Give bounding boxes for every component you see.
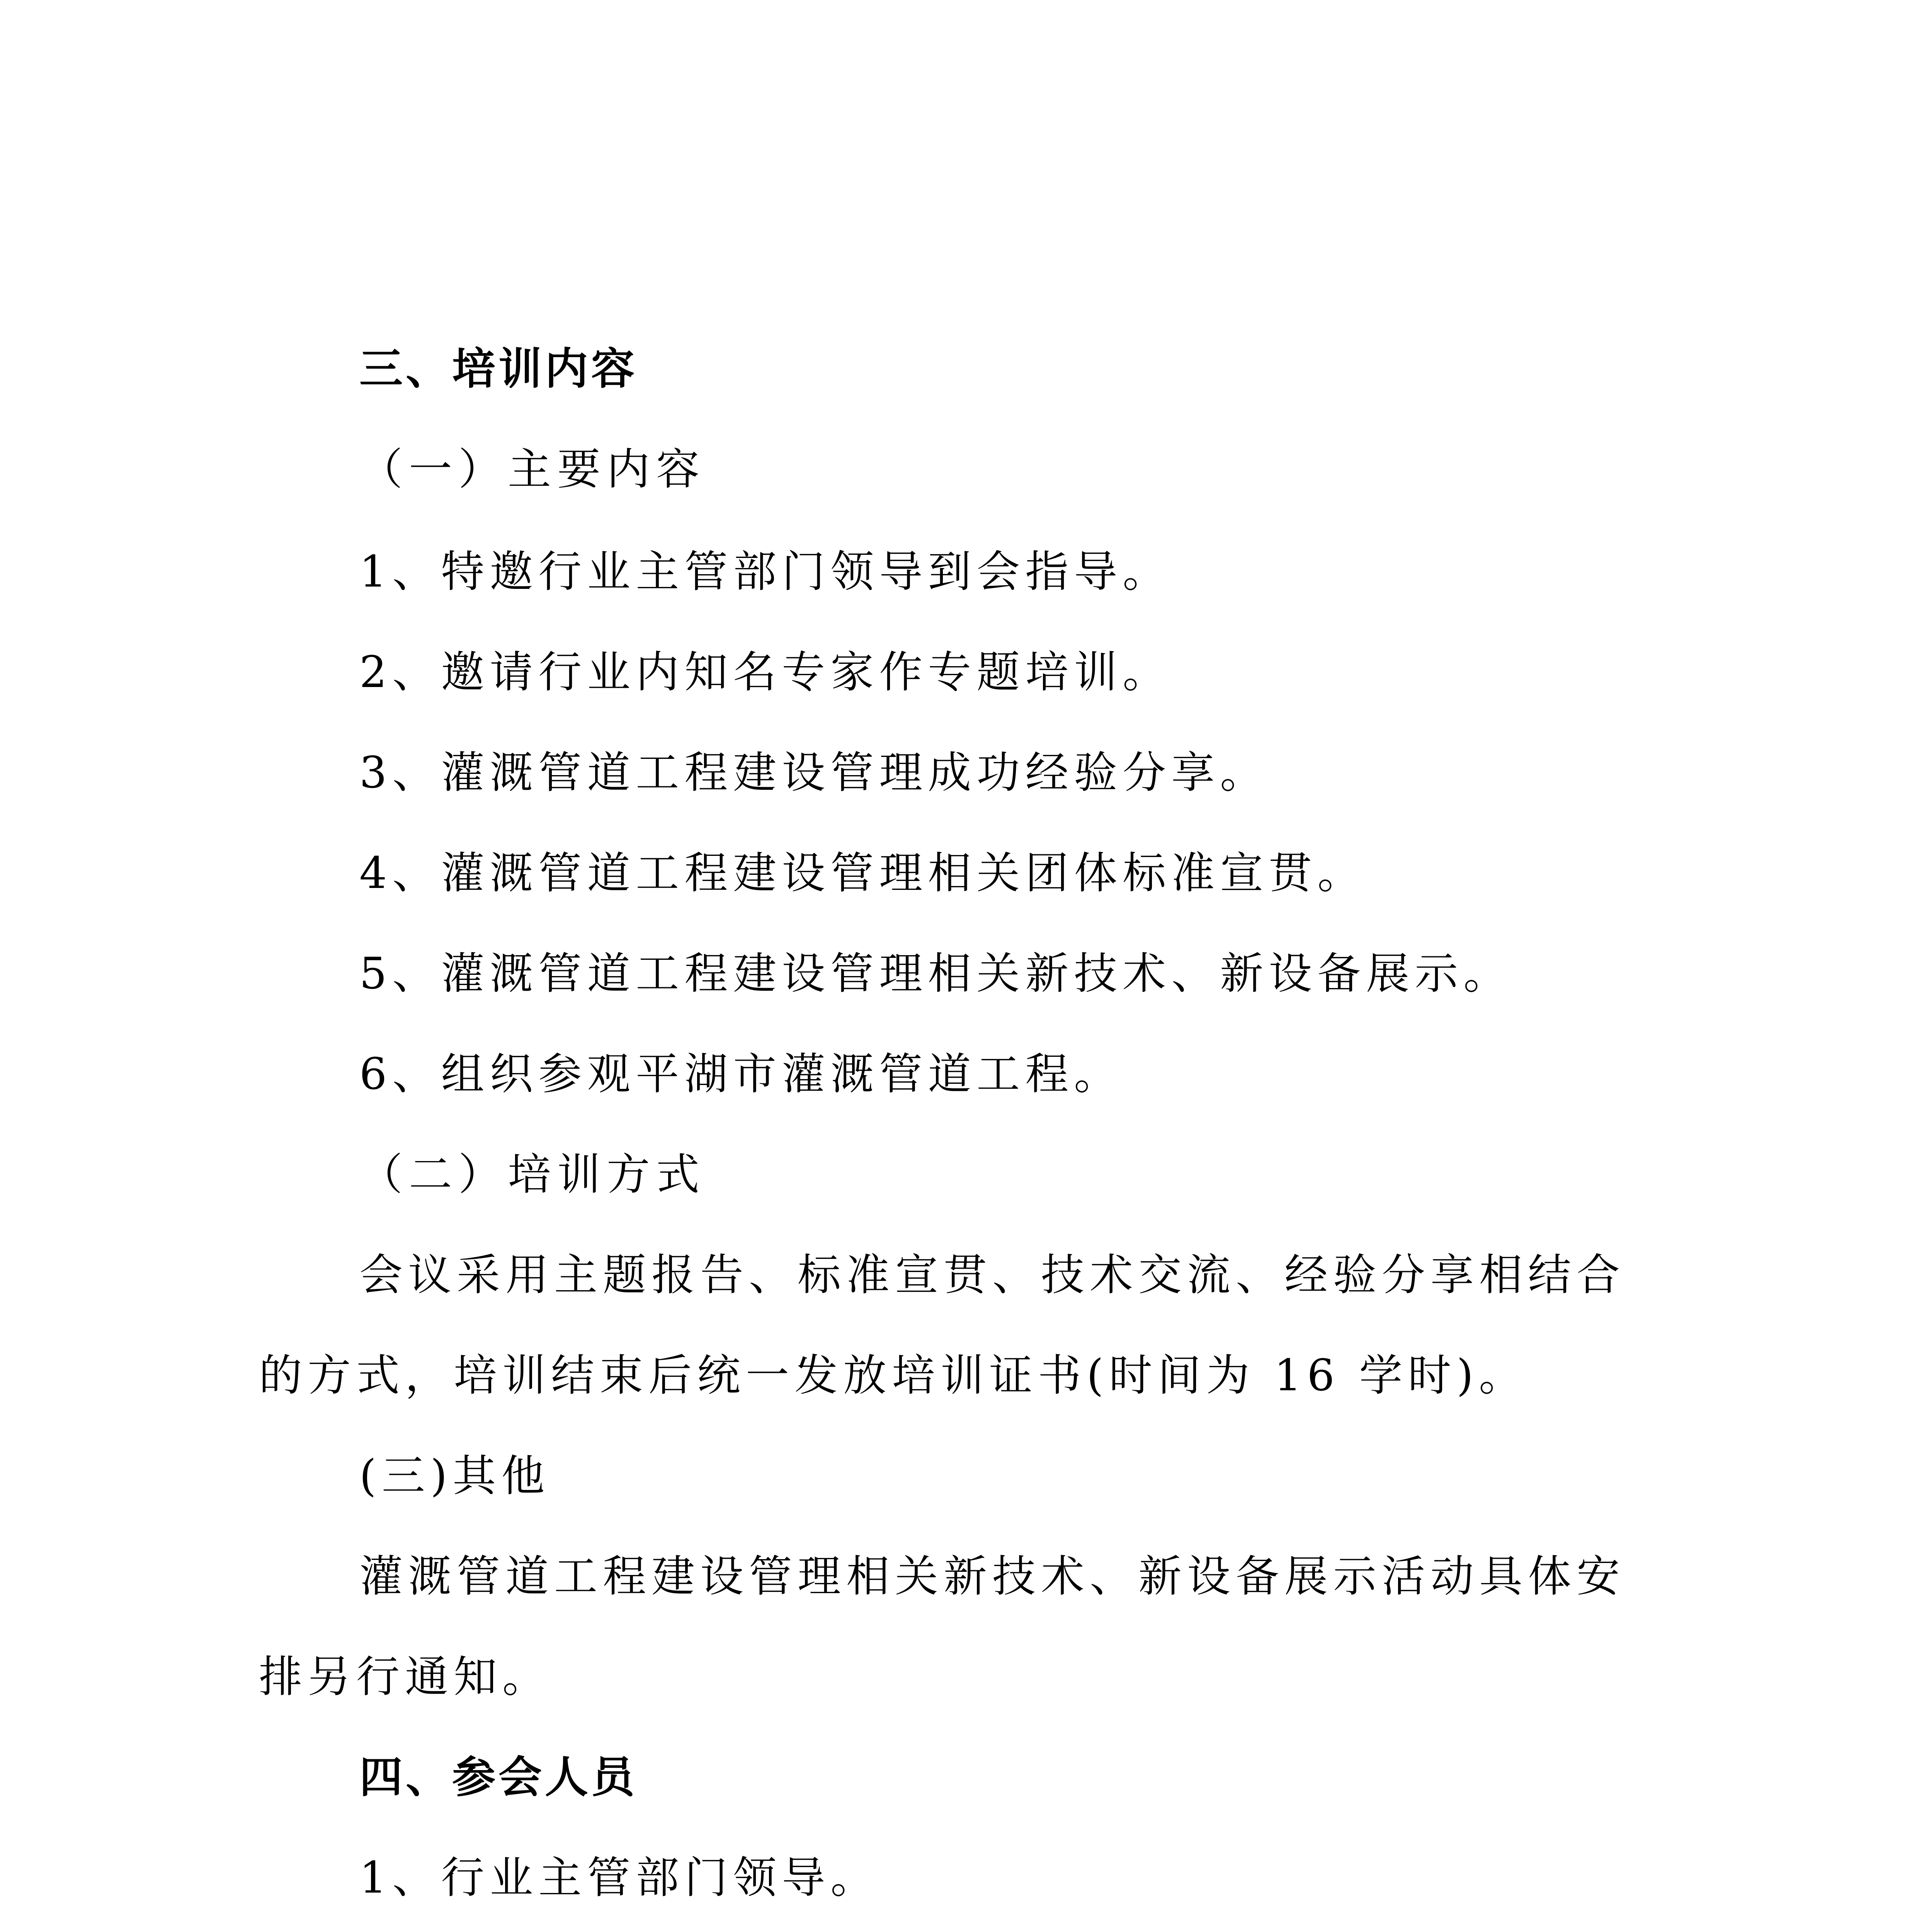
subsection-title-training-method: （二）培训方式 (359, 1150, 706, 1200)
list-item: 2、邀请行业内知名专家作专题培训。 (359, 647, 1172, 697)
paragraph-line: 灌溉管道工程建设管理相关新技术、新设备展示活动具体安 (359, 1551, 1625, 1602)
list-item: 1、行业主管部门领导。 (359, 1853, 879, 1903)
section-heading-training-content: 三、培训内容 (359, 344, 638, 394)
paragraph-line: 的方式，培训结束后统一发放培训证书(时间为 16 学时)。 (259, 1350, 1528, 1401)
list-item: 1、特邀行业主管部门领导到会指导。 (359, 547, 1172, 597)
subsection-title-other: (三)其他 (359, 1451, 550, 1501)
section-heading-attendees: 四、参会人员 (359, 1752, 638, 1803)
paragraph-line: 会议采用主题报告、标准宣贯、技术交流、经验分享相结合 (359, 1250, 1625, 1300)
list-item: 5、灌溉管道工程建设管理相关新技术、新设备展示。 (359, 949, 1512, 999)
subsection-title-main-content: （一）主要内容 (359, 444, 706, 495)
list-item: 4、灌溉管道工程建设管理相关团体标准宣贯。 (359, 848, 1366, 898)
paragraph-line: 排另行通知。 (259, 1652, 551, 1702)
list-item: 3、灌溉管道工程建设管理成功经验分享。 (359, 748, 1269, 798)
list-item: 6、组织参观平湖市灌溉管道工程。 (359, 1049, 1123, 1099)
